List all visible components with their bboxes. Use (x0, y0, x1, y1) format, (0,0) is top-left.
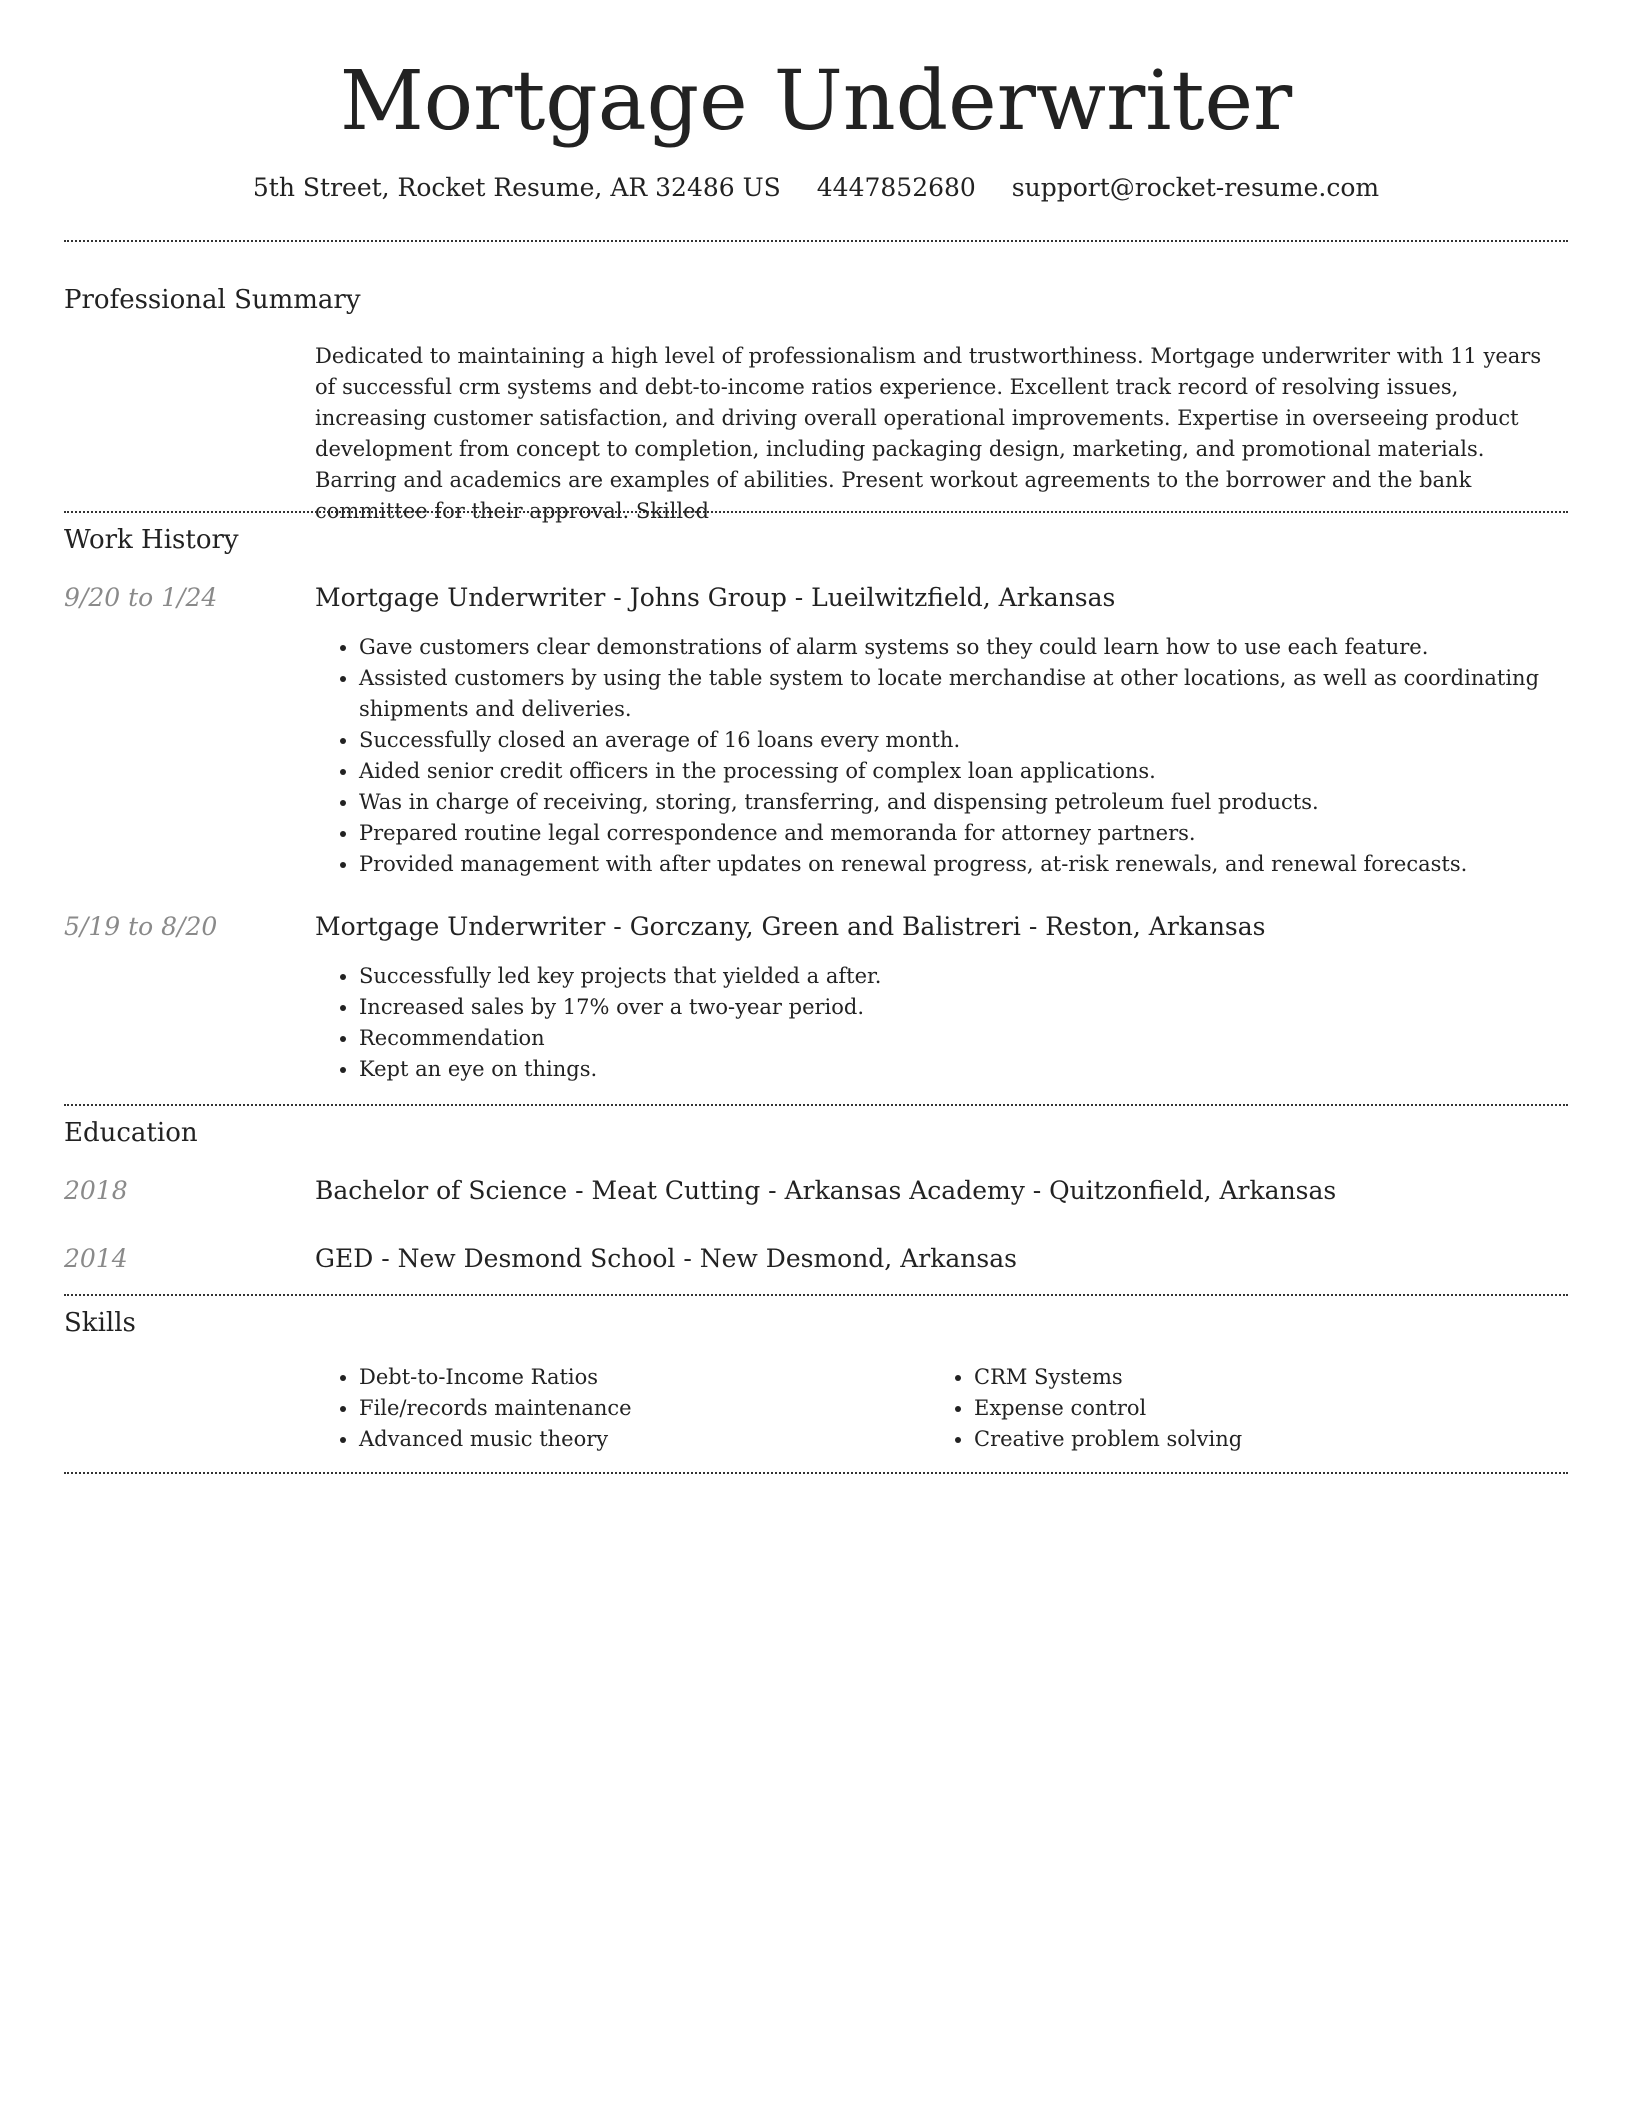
education-entry: Bachelor of Science - Meat Cutting - Arkansas Academy - Quitzonfield, Arkansas (315, 1176, 1337, 1205)
resume-name: Mortgage Underwriter (339, 54, 1293, 149)
contact-phone: 4447852680 (816, 173, 976, 202)
job-bullet: • Prepared routine legal correspondence and memoranda for attorney partners. (359, 818, 1612, 849)
section-divider (64, 1472, 1568, 1474)
skills-heading: Skills (64, 1308, 136, 1338)
education-entry: GED - New Desmond School - New Desmond, Arkansas (315, 1244, 1017, 1273)
job-bullet: • Kept an eye on things. (359, 1054, 1612, 1085)
contact-address: 5th Street, Rocket Resume, AR 32486 US (252, 173, 781, 202)
summary-block (315, 341, 1568, 523)
job-bullets (315, 961, 1612, 1085)
job-bullet: • Successfully closed an average of 16 loans every month. (359, 725, 1612, 756)
summary-heading: Professional Summary (64, 285, 361, 315)
section-divider (64, 240, 1568, 242)
job-dates: 9/20 to 1/24 (64, 583, 218, 612)
skill-item: • Advanced music theory (359, 1424, 919, 1455)
job-bullet: • Increased sales by 17% over a two-year period. (359, 992, 1612, 1023)
skills-list-left (315, 1362, 919, 1455)
skill-item: • File/records maintenance (359, 1393, 919, 1424)
education-year: 2018 (64, 1176, 128, 1205)
summary-text: Dedicated to maintaining a high level of professionalism and trustworthiness. Mortgage underwriter with 11 years of successful crm systems and debt-to-income ratios experience. Excellent track record of resolving issues, increasing customer satisfaction, and driving overall operational improvements. Expertise in overseeing product development from concept to completion, including packaging design, marketing, and promotional materials. Barring and academics are examples of abilities. Present workout agreements to the borrower and the bank committee for their approval. Skilled (315, 344, 1542, 523)
skill-item: • Expense control (974, 1393, 1534, 1424)
job-bullet: • Aided senior credit officers in the processing of complex loan applications. (359, 756, 1612, 787)
skills-list-right (930, 1362, 1534, 1455)
work-history-heading: Work History (64, 525, 239, 555)
skill-item: • CRM Systems (974, 1362, 1534, 1393)
job-bullet: • Assisted customers by using the table system to locate merchandise at other locations, as well as coordinating shipments and deliveries. (359, 663, 1612, 725)
job-title: Mortgage Underwriter - Johns Group - Lueilwitzfield, Arkansas (315, 583, 1116, 612)
contact-line (64, 170, 1568, 206)
job-bullet: • Recommendation (359, 1023, 1612, 1054)
section-divider (64, 511, 1568, 513)
job-bullet: • Provided management with after updates on renewal progress, at-risk renewals, and renewal forecasts. (359, 849, 1612, 880)
job-dates: 5/19 to 8/20 (64, 912, 218, 941)
education-year: 2014 (64, 1244, 128, 1273)
job-bullet: • Was in charge of receiving, storing, transferring, and dispensing petroleum fuel products. (359, 787, 1612, 818)
job-title: Mortgage Underwriter - Gorczany, Green and Balistreri - Reston, Arkansas (315, 912, 1266, 941)
skill-item: • Creative problem solving (974, 1424, 1534, 1455)
section-divider (64, 1104, 1568, 1106)
job-bullets (315, 632, 1612, 880)
skill-item: • Debt-to-Income Ratios (359, 1362, 919, 1393)
job-bullet: • Successfully led key projects that yielded a after. (359, 961, 1612, 992)
section-divider (64, 1294, 1568, 1296)
job-bullet: • Gave customers clear demonstrations of alarm systems so they could learn how to use each feature. (359, 632, 1612, 663)
education-heading: Education (64, 1118, 198, 1148)
contact-email: support@rocket-resume.com (1011, 173, 1380, 202)
